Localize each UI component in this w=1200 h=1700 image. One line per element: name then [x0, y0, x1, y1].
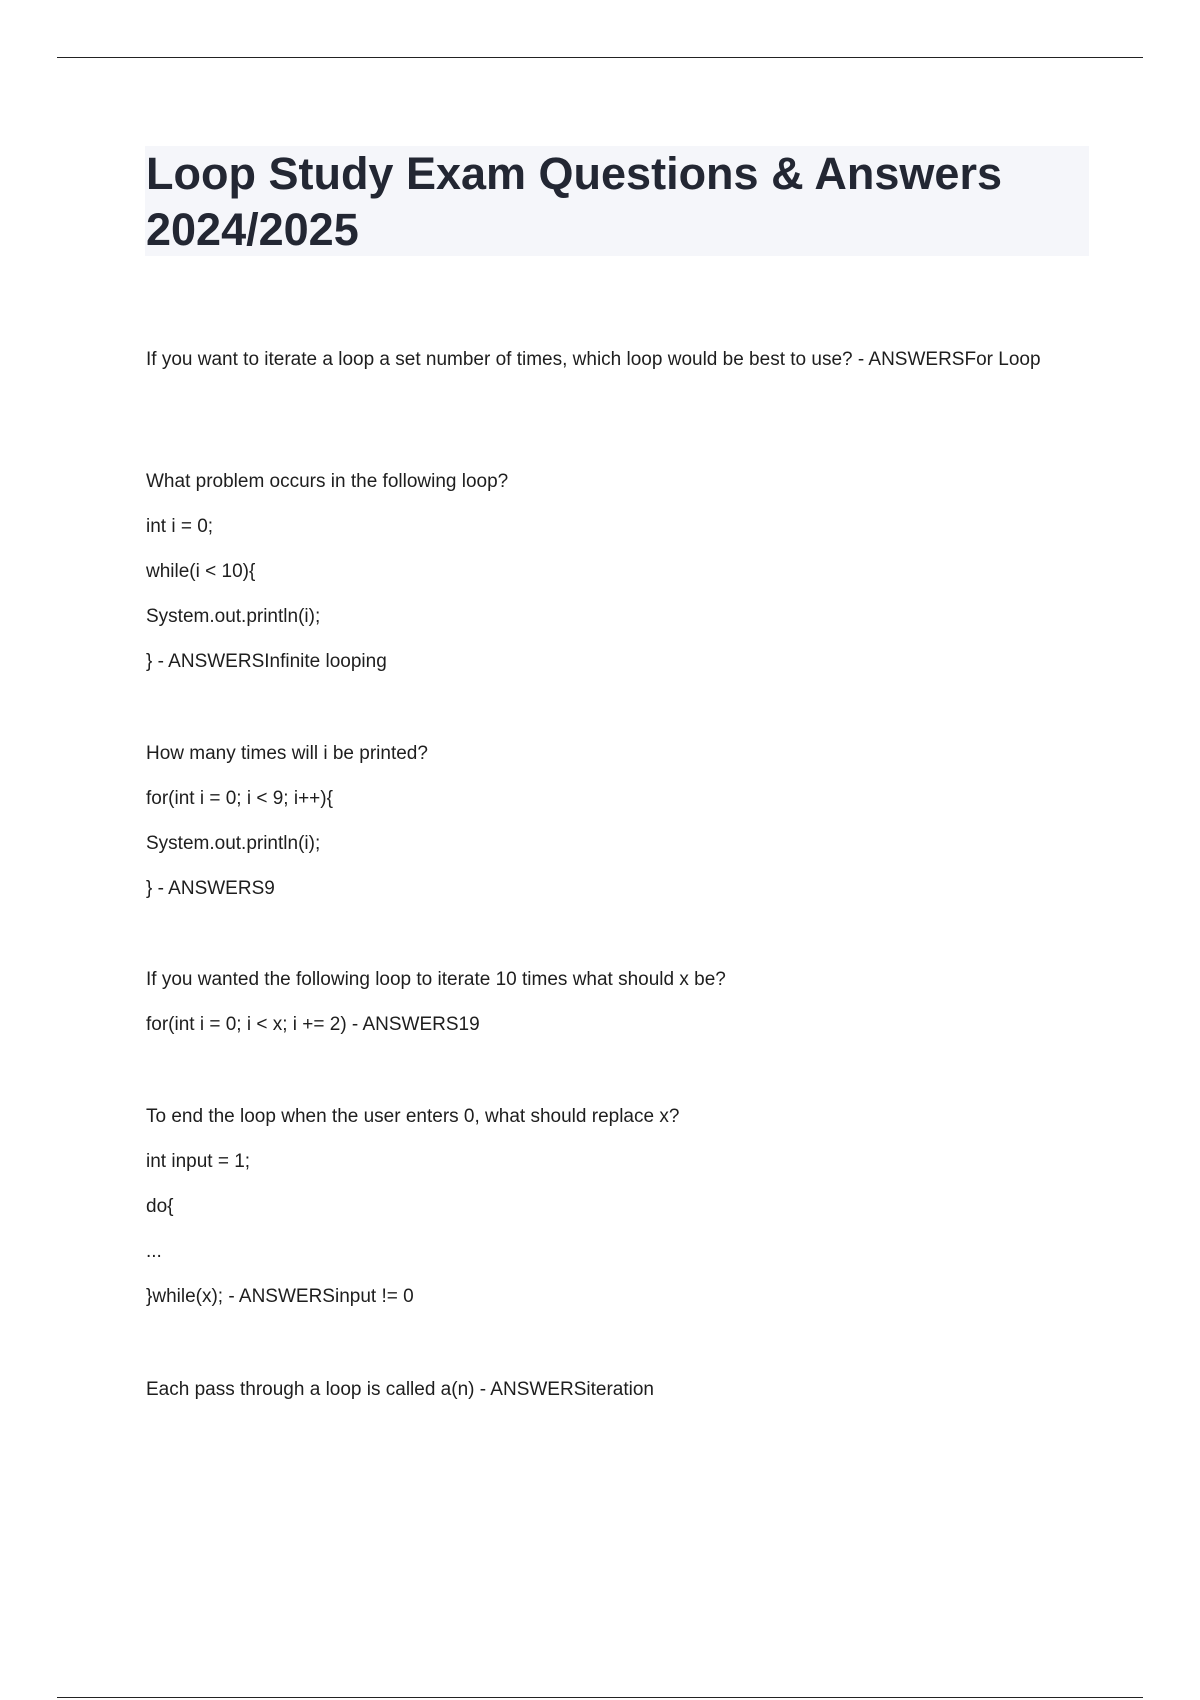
- code-line: for(int i = 0; i < 9; i++){: [146, 788, 333, 809]
- question-text: Each pass through a loop is called a(n) - ANSWERSiteration: [146, 1379, 654, 1400]
- code-line: System.out.println(i);: [146, 833, 321, 854]
- code-line: ...: [146, 1241, 162, 1262]
- qa-item-6: [146, 1375, 1066, 1405]
- qa-item-5: [146, 1102, 1066, 1312]
- answer-line: }while(x); - ANSWERSinput != 0: [146, 1286, 414, 1307]
- question-text: To end the loop when the user enters 0, what should replace x?: [146, 1106, 680, 1127]
- question-text: What problem occurs in the following loop?: [146, 471, 509, 492]
- question-text: If you wanted the following loop to iterate 10 times what should x be?: [146, 969, 726, 990]
- code-line: do{: [146, 1196, 174, 1217]
- top-rule: [57, 57, 1143, 58]
- qa-item-1: [146, 345, 1066, 375]
- qa-item-3: [146, 739, 1066, 904]
- qa-item-4: [146, 965, 1066, 1040]
- question-text: How many times will i be printed?: [146, 743, 428, 764]
- code-line: int input = 1;: [146, 1151, 251, 1172]
- answer-line: } - ANSWERSInfinite looping: [146, 651, 387, 672]
- page-title: Loop Study Exam Questions & Answers 2024/2025: [146, 148, 1002, 255]
- answer-line: } - ANSWERS9: [146, 878, 275, 899]
- qa-item-2: [146, 467, 1066, 677]
- answer-line: for(int i = 0; i < x; i += 2) - ANSWERS19: [146, 1014, 480, 1035]
- code-line: while(i < 10){: [146, 561, 256, 582]
- code-line: int i = 0;: [146, 516, 214, 537]
- code-line: System.out.println(i);: [146, 606, 321, 627]
- bottom-rule: [57, 1697, 1143, 1698]
- question-text: If you want to iterate a loop a set number of times, which loop would be best to use? - ANSWERSFor Loop: [146, 349, 1041, 370]
